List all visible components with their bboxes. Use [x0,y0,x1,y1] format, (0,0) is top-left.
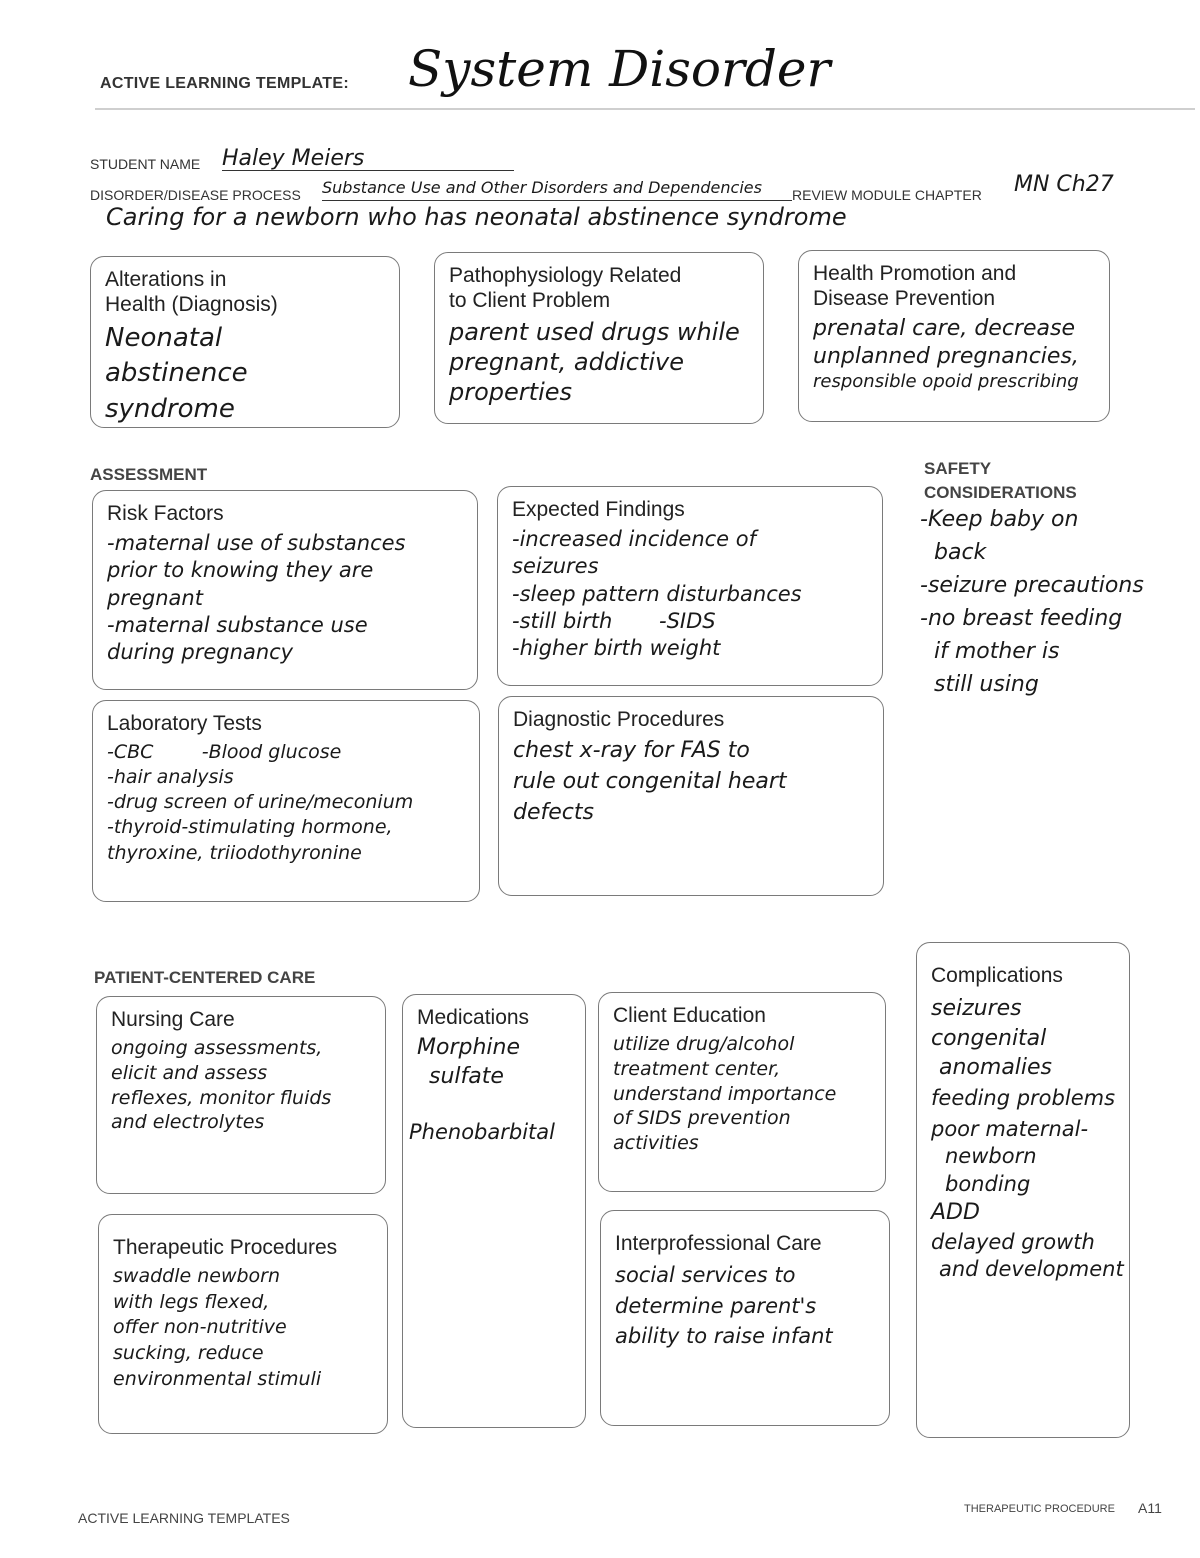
complications-box [916,942,1130,1438]
laboratory-tests-box [92,700,480,902]
nursing-care-box [96,996,386,1194]
interprofessional-care-body: social services to determine parent's ability to raise infant [615,1263,833,1349]
student-name-label: STUDENT NAME [90,156,201,172]
page-number: A11 [1138,1500,1162,1516]
disorder-label: DISORDER/DISEASE PROCESS [90,187,301,203]
footer-right: THERAPEUTIC PROCEDURE [964,1503,1115,1515]
diagnostic-procedures-title: Diagnostic Procedures [513,708,725,731]
footer-left: ACTIVE LEARNING TEMPLATES [78,1510,290,1526]
diagnostic-procedures-body: chest x-ray for FAS to rule out congenital heart defects [513,738,787,825]
therapeutic-procedures-box [98,1214,388,1434]
medications-body: Morphine sulfate Phenobarbital [409,1035,555,1145]
expected-findings-body: -increased incidence of seizures -sleep pattern disturbances -still birth -SIDS -higher birth weight [512,527,802,661]
nursing-care-title: Nursing Care [111,1008,235,1031]
complications-body: seizures congenital anomalies feeding problems poor maternal- newborn bonding ADD delayed growth and development [931,996,1124,1281]
medications-box [402,994,586,1428]
nursing-care-body: ongoing assessments, elicit and assess reflexes, monitor fluids and electrolytes [111,1037,332,1134]
laboratory-tests-title: Laboratory Tests [107,712,262,735]
interprofessional-care-title: Interprofessional Care [615,1232,822,1255]
client-education-body: utilize drug/alcohol treatment center, understand importance of SIDS prevention activities [613,1033,837,1154]
page-title: System Disorder [408,40,831,98]
review-module-value: MN Ch27 [1014,172,1114,197]
diagnostic-procedures-box [498,696,884,896]
header-rule [95,108,1195,110]
alterations-title: Alterations in Health (Diagnosis) [105,268,278,317]
risk-factors-body: -maternal use of substances prior to knowing they are pregnant -maternal substance use during pregnancy [107,531,406,665]
disorder-value: Substance Use and Other Disorders and Dependencies [322,178,792,201]
risk-factors-title: Risk Factors [107,502,224,525]
expected-findings-title: Expected Findings [512,498,685,521]
risk-factors-box [92,490,478,690]
client-education-box [598,992,886,1192]
alterations-body: Neonatal abstinence syndrome [105,323,248,424]
safety-body: -Keep baby on back -seizure precautions -no breast feeding if mother is still using [920,507,1144,697]
pathophysiology-box [434,252,764,424]
expected-findings-box [497,486,883,686]
health-promotion-title: Health Promotion and Disease Prevention [813,262,1017,311]
complications-title: Complications [931,964,1063,987]
pathophysiology-title: Pathophysiology Related to Client Problem [449,264,682,313]
health-promotion-body: prenatal care, decrease unplanned pregnancies, responsible opoid prescribing [813,316,1079,393]
student-name-value: Haley Meiers [222,146,514,171]
template-label: ACTIVE LEARNING TEMPLATE: [100,75,349,92]
alterations-box [90,256,400,428]
safety-label: SAFETY CONSIDERATIONS [924,459,1077,502]
review-module-label: REVIEW MODULE CHAPTER [792,187,982,203]
patient-care-label: PATIENT-CENTERED CARE [94,968,316,987]
client-education-title: Client Education [613,1004,766,1027]
disorder-subtitle: Caring for a newborn who has neonatal abstinence syndrome [106,203,847,231]
pathophysiology-body: parent used drugs while pregnant, addictive properties [449,318,740,407]
health-promotion-box [798,250,1110,422]
interprofessional-care-box [600,1210,890,1426]
laboratory-tests-body: -CBC -Blood glucose -hair analysis -drug screen of urine/meconium -thyroid-stimulating hormone, thyroxine, triiodothyronine [107,741,414,864]
therapeutic-procedures-title: Therapeutic Procedures [113,1236,338,1259]
assessment-label: ASSESSMENT [90,465,208,484]
medications-title: Medications [417,1006,530,1029]
therapeutic-procedures-body: swaddle newborn with legs flexed, offer non-nutritive sucking, reduce environmental stimuli [113,1265,322,1390]
